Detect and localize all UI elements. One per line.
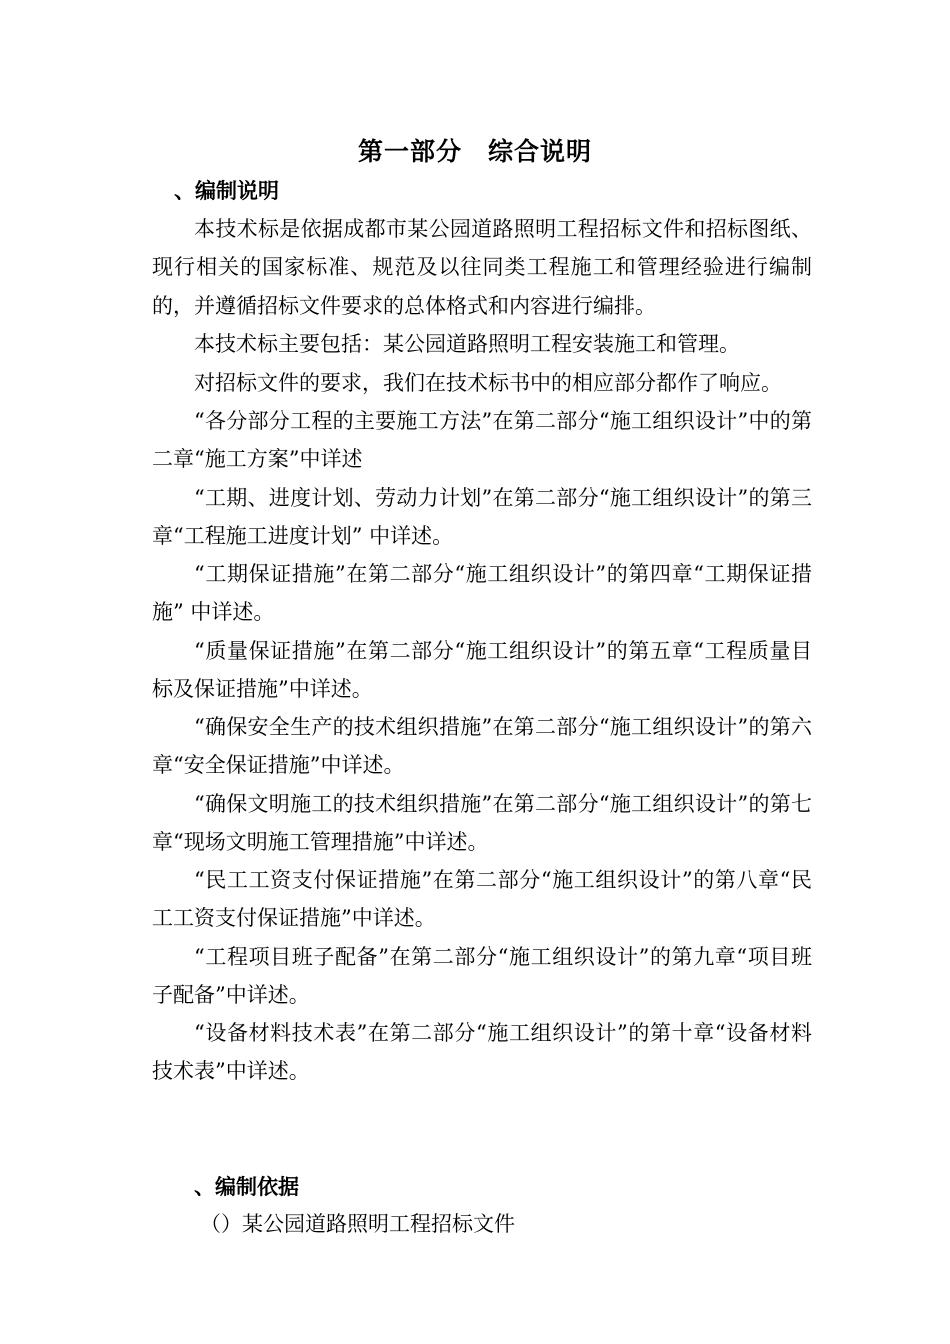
paragraph-equipment-materials: “设备材料技术表”在第二部分“施工组织设计”的第十章“设备材料技术表”中详述。 xyxy=(152,1021,812,1084)
paragraph-basis-statement: 本技术标是依据成都市某公园道路照明工程招标文件和招标图纸、现行相关的国家标准、规范及以往同类工程施工和管理经验进行编制的，并遵循招标文件要求的总体格式和内容进行编排。 xyxy=(152,217,812,318)
paragraph-construction-methods: “各分部分工程的主要施工方法”在第二部分“施工组织设计”中的第二章“施工方案”中详述 xyxy=(152,409,812,472)
paragraph-civilized-construction: “确保文明施工的技术组织措施”在第二部分“施工组织设计”的第七章“现场文明施工管理措施”中详述。 xyxy=(152,792,812,855)
basis-item: （）某公园道路照明工程招标文件 xyxy=(200,1212,515,1236)
paragraph-wage-payment: “民工工资支付保证措施”在第二部分“施工组织设计”的第八章“民工工资支付保证措施”中详述。 xyxy=(152,868,812,931)
section-heading-compilation-notes: 、编制说明 xyxy=(174,178,279,203)
paragraph-schedule: “工期、进度计划、劳动力计划”在第二部分“施工组织设计”的第三章“工程施工进度计划” 中详述。 xyxy=(152,486,812,549)
section-heading-compilation-basis: 、编制依据 xyxy=(194,1174,299,1199)
paragraph-safety-measures: “确保安全生产的技术组织措施”在第二部分“施工组织设计”的第六章“安全保证措施”中详述。 xyxy=(152,715,812,778)
paragraph-project-team: “工程项目班子配备”在第二部分“施工组织设计”的第九章“项目班子配备”中详述。 xyxy=(152,945,812,1008)
paragraph-response: 对招标文件的要求，我们在技术标书中的相应部分都作了响应。 xyxy=(194,371,782,395)
document-title: 第一部分 综合说明 xyxy=(357,137,592,166)
paragraph-scope: 本技术标主要包括：某公园道路照明工程安装施工和管理。 xyxy=(194,332,740,356)
paragraph-quality-guarantee: “质量保证措施”在第二部分“施工组织设计”的第五章“工程质量目标及保证措施”中详述。 xyxy=(152,639,812,702)
paragraph-schedule-guarantee: “工期保证措施”在第二部分“施工组织设计”的第四章“工期保证措施” 中详述。 xyxy=(152,562,812,625)
